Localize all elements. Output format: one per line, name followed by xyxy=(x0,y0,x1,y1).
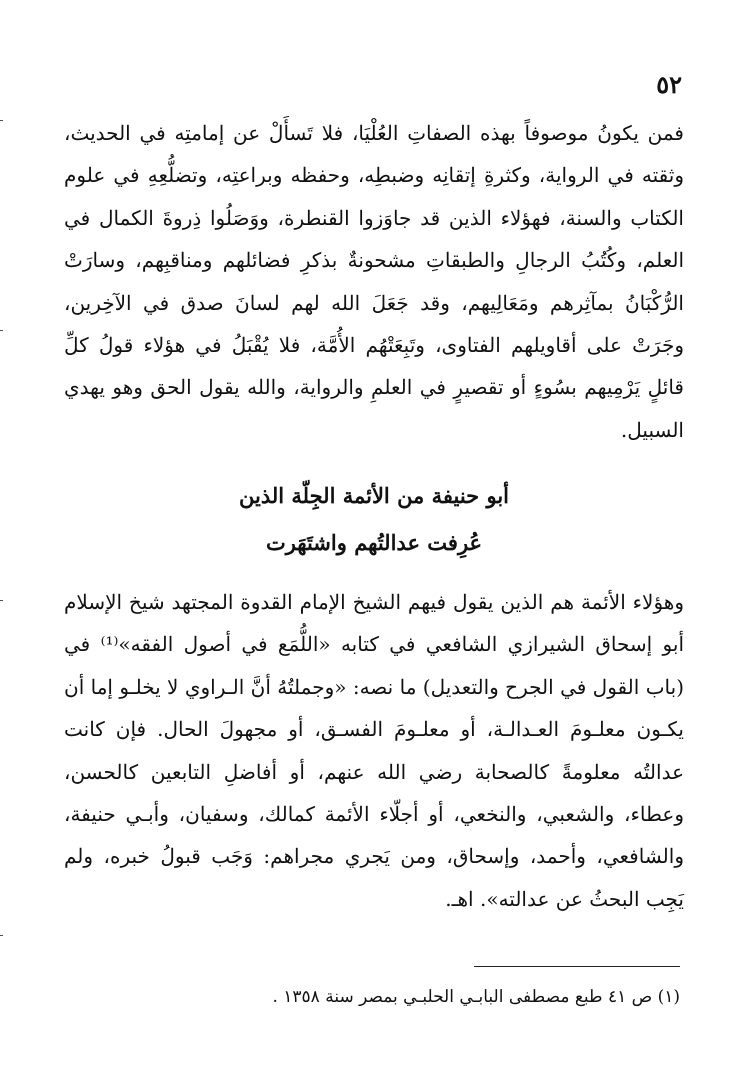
section-heading-line-2: عُرِفت عدالتُهم واشتَهَرت xyxy=(265,530,483,555)
footnote-separator xyxy=(474,966,680,967)
margin-mark xyxy=(0,600,3,601)
margin-mark xyxy=(0,120,3,121)
paragraph-praise-of-imams: فمن يكونُ موصوفاً بهذه الصفاتِ العُلْيَا، فلا تَسأَلْ عن إمامتِه في الحديث، وثقته في الرواية، وكثرةِ إتقانِه وضبطِه، وحفظه وبراعتِه، وتضلُّعِهِ في علوم الكتاب والسنة، فهؤلاء الذين قد جاوَزوا القنطرة، ووَصَلُوا ذِروةَ الكمال في العلم، وكُتُبُ الرجالِ والطبقاتِ مشحونةٌ بذكرِ فضائلهم ومناقبِهم، وسارَتْ الرُّكْبَانُ بمآثِرهم ومَعَالِيهم، وقد جَعَلَ الله لهم لسانَ صدق في الآخِرين، وجَرَتْ على أقاويلهم الفتاوى، وتَبِعَتْهُم الأُمَّة، فلا يُقْبَلُ في هؤلاء قولُ كلِّ قائلٍ يَرْمِيهم بسُوءٍ أو تقصيرٍ في العلمِ والرواية، والله يقول الحق وهو يهدي السبيل. xyxy=(64,121,684,442)
margin-mark xyxy=(0,330,3,331)
section-heading-line-1: أبو حنيفة من الأئمة الجِلّة الذين xyxy=(239,483,509,508)
footnote: (١) ص ٤١ طبع مصطفى البابـي الحلبـي بمصر سنة ١٣٥٨ . xyxy=(272,987,680,1007)
page-number: ٥٢ xyxy=(656,70,682,99)
paragraph-shirazi-quote: وهؤلاء الأئمة هم الذين يقول فيهم الشيخ الإمام القدوة المجتهد شيخ الإسلام أبو إسحاق الشيرازي الشافعي في كتابه «اللُّمَع في أصول الفقه»⁽¹⁾ في (باب القول في الجرح والتعديل) ما نصه: «وجملتُهُ أنَّ الـراوي لا يخلـو إما أن يكـون معلـومَ العـدالـة، أو معلـومَ الفسـق، أو مجهولَ الحال. فإن كانت عدالتُه معلومةً كالصحابة رضي الله عنهم، أو أفاضلِ التابعين كالحسن، وعطاء، والشعبي، والنخعي، أو أجلّاء الأئمة كمالك، وسفيان، وأبـي حنيفة، والشافعي، وأحمد، وإسحاق، ومن يَجري مجراهم: وَجَب قبولُ خبره، ولم يَجِب البحثُ عن عدالته». اهـ. xyxy=(64,590,684,911)
margin-mark xyxy=(0,935,3,936)
